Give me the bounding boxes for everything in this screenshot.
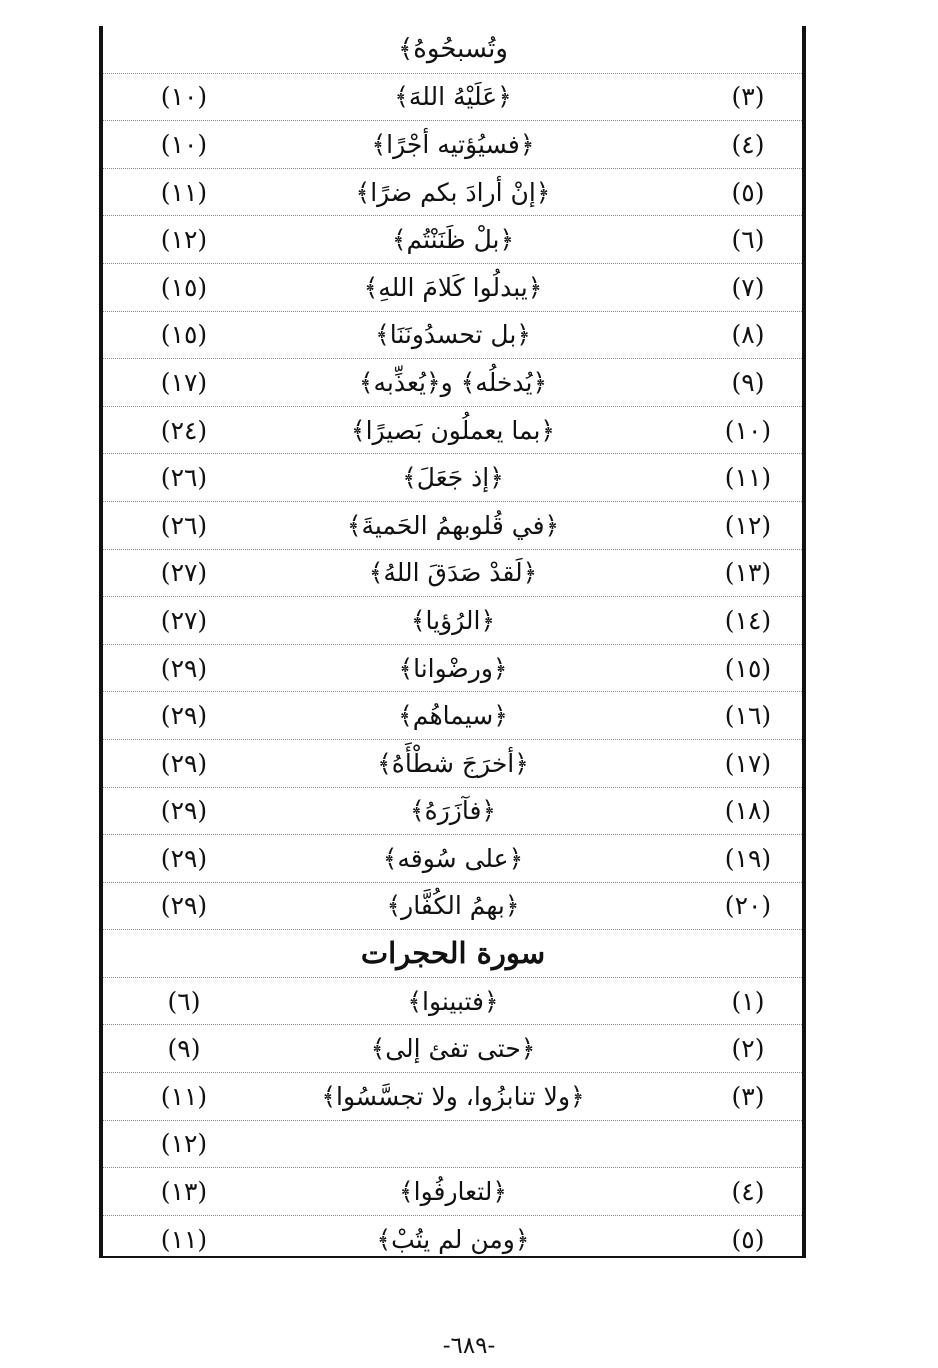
index-row <box>103 407 802 455</box>
index-row <box>103 978 802 1026</box>
entry-number: (٣) <box>731 82 765 112</box>
quran-phrase: ﴿عَلَيْهُ اللهَ﴾ <box>394 82 512 112</box>
quran-phrase <box>243 1121 663 1168</box>
index-row <box>103 1121 802 1169</box>
quran-phrase: ﴿بل تحسدُونَنَا﴾ <box>375 320 531 350</box>
entry-number: (٥) <box>731 1225 765 1255</box>
index-row <box>103 1168 802 1216</box>
index-row <box>103 169 802 217</box>
quran-phrase: ﴿إذ جَعَلَ﴾ <box>402 463 504 493</box>
entry-number: (١١) <box>724 463 772 493</box>
quran-phrase: ﴿أخرَجَ شطْأَهُ﴾ <box>377 748 529 778</box>
entry-number: (٨) <box>731 320 765 350</box>
entry-number: (١٠) <box>724 415 772 445</box>
index-row <box>103 502 802 550</box>
index-row <box>103 359 802 407</box>
entry-number: (١٢) <box>724 510 772 540</box>
entry-number: (١٣) <box>724 558 772 588</box>
index-row <box>103 74 802 122</box>
verse-reference: (١٣) <box>160 1177 208 1207</box>
index-row <box>103 740 802 788</box>
verse-reference: (٩) <box>167 1034 201 1064</box>
index-row <box>103 835 802 883</box>
quran-phrase: ﴿لتعارفُوا﴾ <box>398 1177 508 1207</box>
index-row <box>103 788 802 836</box>
verse-reference: (٢٧) <box>160 558 208 588</box>
quran-phrase: ﴿بما يعملُون بَصيرًا﴾ <box>350 415 556 445</box>
quran-phrase: ﴿ورضْوانا﴾ <box>398 653 508 683</box>
verse-reference: (١١) <box>160 177 208 207</box>
verse-reference: (١٥) <box>160 272 208 302</box>
index-row <box>103 1025 802 1073</box>
entry-number <box>703 1121 793 1168</box>
entry-number: (٦) <box>731 225 765 255</box>
entry-number: (٣) <box>731 1081 765 1111</box>
index-row <box>103 1073 802 1121</box>
verse-reference: (٢٩) <box>160 891 208 921</box>
index-row <box>103 454 802 502</box>
entry-number: (١٤) <box>724 605 772 635</box>
entry-number: (٥) <box>731 177 765 207</box>
index-row <box>103 550 802 598</box>
quran-phrase: ﴿لَقدْ صَدَقَ اللهُ﴾ <box>368 558 538 588</box>
quran-phrase: ﴿فآزَرَهُ﴾ <box>409 796 497 826</box>
quran-phrase: وتُسبحُوهُ﴾ <box>398 34 508 65</box>
verse-reference: (١٥) <box>160 320 208 350</box>
verse-reference: (٢٩) <box>160 701 208 731</box>
verse-reference: (١٠) <box>160 129 208 159</box>
quran-phrase: ﴿فتبينوا﴾ <box>407 986 499 1016</box>
index-row <box>103 692 802 740</box>
page-number: -٦٨٩- <box>442 1333 496 1359</box>
entry-number: (٤) <box>731 129 765 159</box>
verse-reference: (٢٩) <box>160 653 208 683</box>
entry-number: (١٥) <box>724 653 772 683</box>
quran-phrase: ﴿بهمُ الكُفَّار﴾ <box>386 891 520 921</box>
verse-reference: (١٢) <box>160 225 208 255</box>
verse-reference: (٢٩) <box>160 843 208 873</box>
quran-phrase: ﴿الرُؤيا﴾ <box>410 605 496 635</box>
index-row <box>103 597 802 645</box>
index-row <box>103 1216 802 1264</box>
entry-number: (١٩) <box>724 843 772 873</box>
entry-number: (٢٠) <box>724 891 772 921</box>
quran-phrase: ﴿ولا تنابزُوا، ولا تجسَّسُوا﴾ <box>321 1081 585 1111</box>
quran-phrase: ﴿إنْ أرادَ بكم ضرًا﴾ <box>355 177 551 207</box>
entry-number: (٤) <box>731 1177 765 1207</box>
index-row <box>103 264 802 312</box>
index-table-frame <box>99 26 806 1258</box>
quran-phrase: ﴿فسيُؤتيه أجْرًا﴾ <box>371 129 535 159</box>
quran-phrase: ﴿يُدخلُه﴾ و﴿يُعذِّبه﴾ <box>358 367 548 397</box>
quran-phrase: ﴿يبدلُوا كَلامَ اللهِ﴾ <box>363 272 543 302</box>
quran-phrase: ﴿في قُلوبهمُ الحَميةَ﴾ <box>346 510 560 540</box>
entry-number: (١٧) <box>724 748 772 778</box>
entry-number: (١) <box>731 986 765 1016</box>
verse-reference <box>139 930 229 977</box>
index-row <box>103 26 802 74</box>
section-heading-row <box>103 930 802 978</box>
verse-reference: (٢٦) <box>160 510 208 540</box>
index-row <box>103 883 802 931</box>
verse-reference: (١١) <box>160 1225 208 1255</box>
surah-title: سورة الحجرات <box>360 936 546 971</box>
verse-reference: (١٢) <box>160 1129 208 1159</box>
entry-number <box>703 26 793 73</box>
entry-number: (١٨) <box>724 796 772 826</box>
index-row <box>103 216 802 264</box>
verse-reference: (١١) <box>160 1081 208 1111</box>
verse-reference: (٢٦) <box>160 463 208 493</box>
entry-number: (٢) <box>731 1034 765 1064</box>
verse-reference: (٢٩) <box>160 748 208 778</box>
index-row <box>103 645 802 693</box>
verse-reference <box>139 26 229 73</box>
quran-phrase: ﴿ومن لم يتُبْ﴾ <box>376 1225 530 1255</box>
quran-phrase: ﴿حتى تفئ إلى﴾ <box>370 1034 536 1064</box>
quran-phrase: ﴿على سُوقه﴾ <box>382 843 524 873</box>
verse-reference: (٢٧) <box>160 605 208 635</box>
index-row <box>103 312 802 360</box>
quran-phrase: ﴿بلْ ظَنَنْتُم﴾ <box>391 225 515 255</box>
quran-phrase: ﴿سيماهُم﴾ <box>398 701 508 731</box>
entry-number: (٧) <box>731 272 765 302</box>
entry-number: (٩) <box>731 367 765 397</box>
entry-number <box>703 930 793 977</box>
verse-reference: (٦) <box>167 986 201 1016</box>
verse-reference: (٢٤) <box>160 415 208 445</box>
index-row <box>103 121 802 169</box>
verse-reference: (٢٩) <box>160 796 208 826</box>
word-index-table <box>103 26 802 1263</box>
verse-reference: (١٠) <box>160 82 208 112</box>
entry-number: (١٦) <box>724 701 772 731</box>
verse-reference: (١٧) <box>160 367 208 397</box>
